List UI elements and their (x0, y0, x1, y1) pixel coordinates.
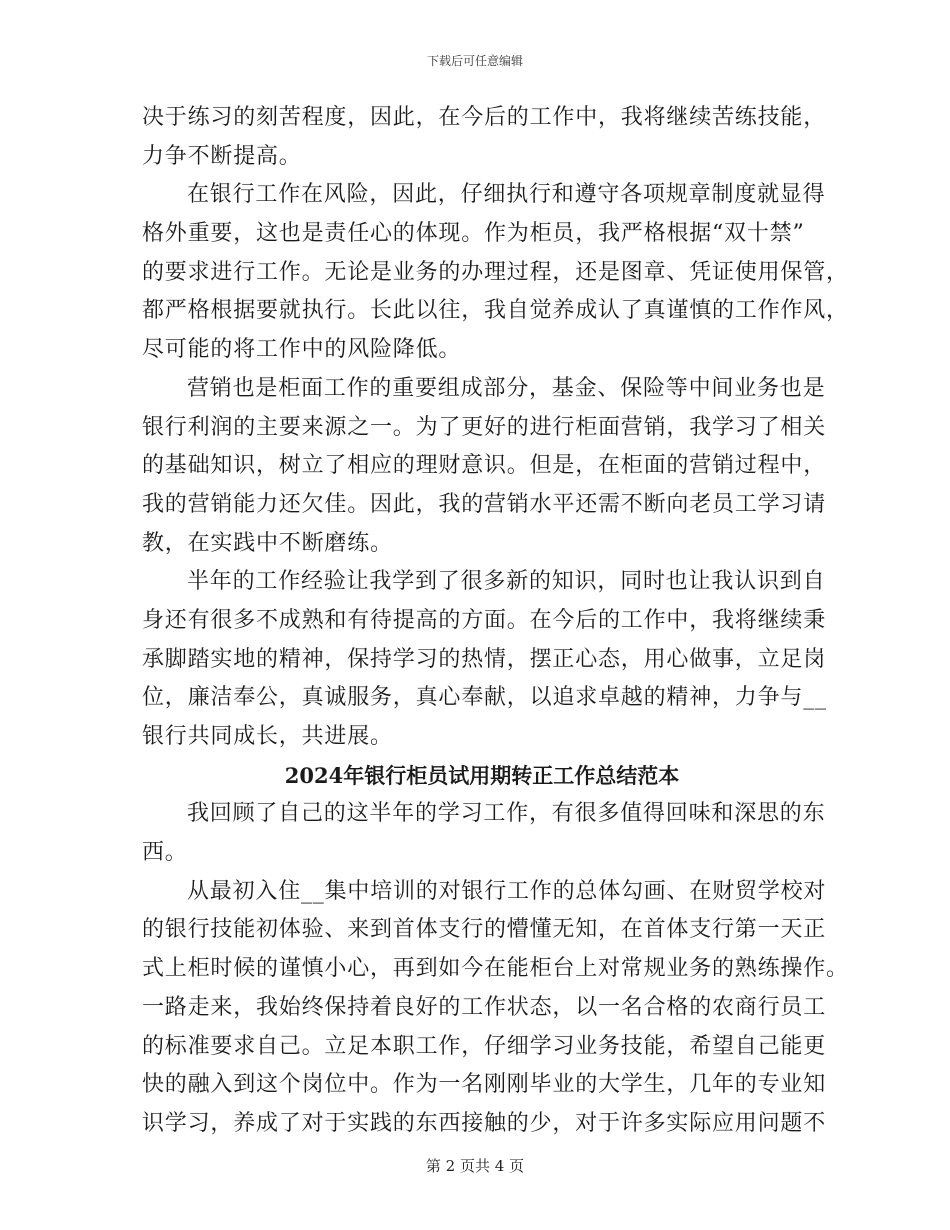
text-line: 一路走来，我始终保持着良好的工作状态，以一名合格的农商行员工 (142, 994, 827, 1020)
text-line: 教，在实践中不断磨练。 (142, 530, 393, 556)
text-line: 识学习，养成了对于实践的东西接触的少，对于许多实际应用问题不 (142, 1110, 827, 1136)
text-line: 的基础知识，树立了相应的理财意识。但是，在柜面的营销过程中， (142, 453, 827, 479)
text-line: 在银行工作在风险，因此，仔细执行和遵守各项规章制度就显得 (187, 182, 826, 208)
page-header: 下载后可任意编辑 (426, 54, 523, 68)
text-line: 决于练习的刻苦程度，因此，在今后的工作中，我将继续苦练技能， (142, 105, 827, 130)
text-line: 营销也是柜面工作的重要组成部分，基金、保险等中间业务也是 (187, 375, 826, 401)
text-line: 银行利润的主要来源之一。为了更好的进行柜面营销，我学习了相关 (142, 414, 827, 440)
text-line: 的要求进行工作。无论是业务的办理过程，还是图章、凭证使用保管， (142, 259, 849, 285)
text-line: 力争不断提高。 (142, 143, 302, 169)
document-body (142, 99, 849, 1144)
text-line: 银行共同成长，共进展。 (142, 724, 393, 749)
text-line: 从最初入住__集中培训的对银行工作的总体勾画、在财贸学校对 (187, 878, 827, 904)
text-line: 我的营销能力还欠佳。因此，我的营销水平还需不断向老员工学习请 (142, 491, 827, 517)
text-line: 半年的工作经验让我学到了很多新的知识，同时也让我认识到自 (187, 569, 826, 595)
text-line: 的银行技能初体验、来到首体支行的懵懂无知，在首体支行第一天正 (142, 917, 827, 943)
text-line: 身还有很多不成熟和有待提高的方面。在今后的工作中，我将继续秉 (142, 607, 827, 633)
text-line: 西。 (142, 840, 188, 866)
text-line: 都严格根据要就执行。长此以往，我自觉养成认了真谨慎的工作作风， (142, 298, 849, 324)
text-line: 位，廉洁奉公，真诚服务，真心奉献，以追求卓越的精神，力争与__ (142, 685, 827, 711)
text-line: 尽可能的将工作中的风险降低。 (142, 337, 462, 363)
page-footer: 第 2 页共 4 页 (425, 1157, 525, 1175)
text-line: 格外重要，这也是责任心的体现。作为柜员，我严格根据“双十禁” (142, 221, 805, 247)
text-line: 快的融入到这个岗位中。作为一名刚刚毕业的大学生，几年的专业知 (142, 1072, 827, 1098)
text-line: 我回顾了自己的这半年的学习工作，有很多值得回味和深思的东 (187, 801, 826, 827)
text-line: 的标准要求自己。立足本职工作，仔细学习业务技能，希望自己能更 (142, 1033, 827, 1059)
section-title: 2024年银行柜员试用期转正工作总结范本 (284, 762, 680, 788)
text-line: 承脚踏实地的精神，保持学习的热情，摆正心态，用心做事，立足岗 (142, 646, 827, 672)
text-line: 式上柜时候的谨慎小心，再到如今在能柜台上对常规业务的熟练操作。 (142, 956, 849, 982)
